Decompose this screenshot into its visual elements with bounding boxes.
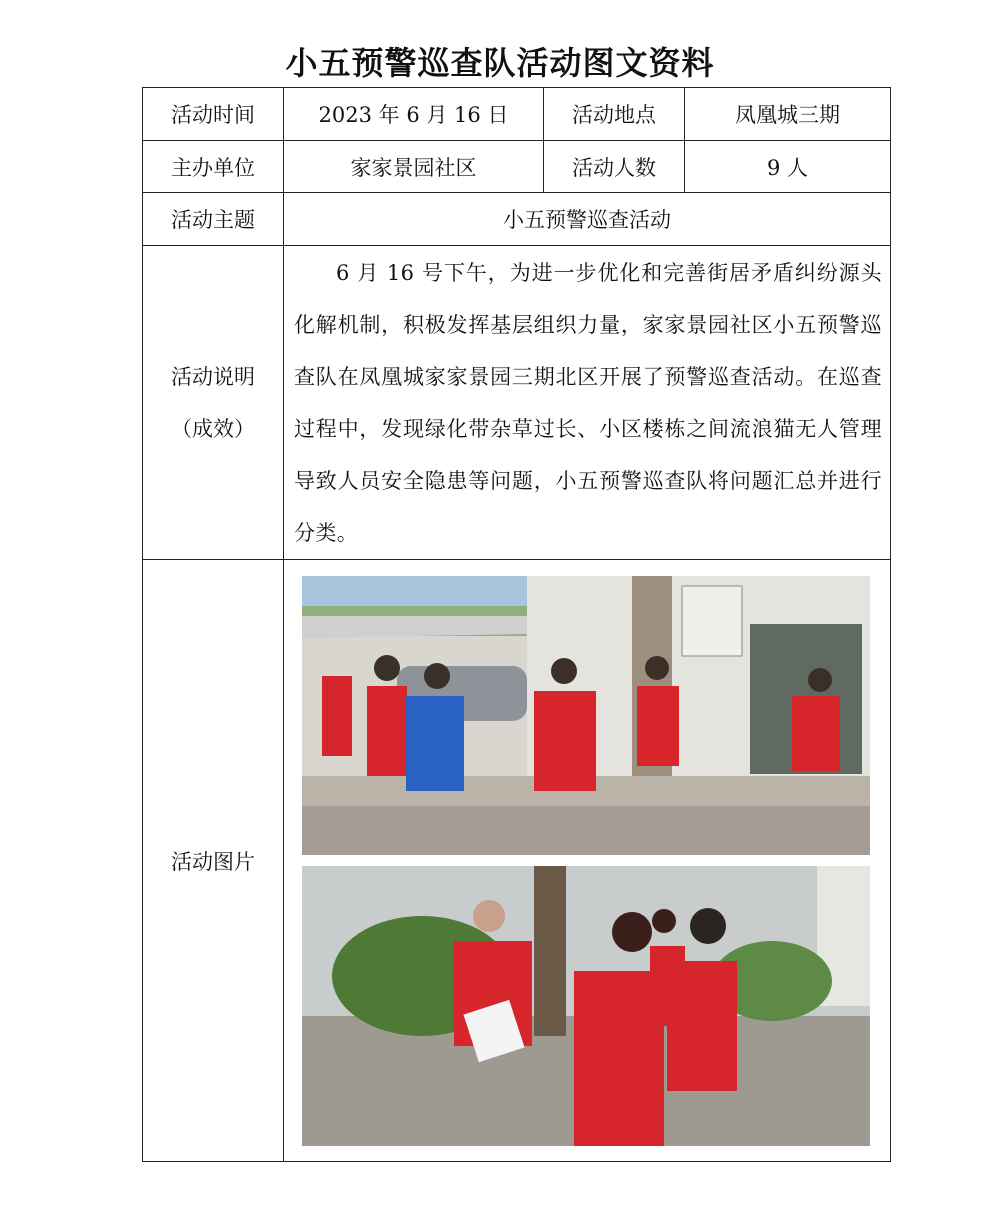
theme-value: 小五预警巡查活动 — [284, 193, 891, 246]
time-value: 2023 年 6 月 16 日 — [284, 88, 544, 141]
count-label: 活动人数 — [544, 141, 685, 193]
count-value: 9 人 — [685, 141, 891, 193]
organizer-value: 家家景园社区 — [284, 141, 544, 193]
photos-cell — [284, 560, 891, 1162]
description-label-line2: （成效） — [171, 416, 255, 441]
description-label — [143, 246, 284, 560]
row-description — [143, 246, 891, 560]
description-text: 6 月 16 号下午，为进一步优化和完善街居矛盾纠纷源头化解机制，积极发挥基层组织力量，家家景园社区小五预警巡查队在凤凰城家家景园三期北区开展了预警巡查活动。在巡查过程中，发现绿化带杂草过长、小区楼栋之间流浪猫无人管理导致人员安全隐患等问题，小五预警巡查队将问题汇总并进行分类。 — [284, 246, 891, 560]
place-label: 活动地点 — [544, 88, 685, 141]
row-time-place — [143, 88, 891, 141]
document-title: 小五预警巡查队活动图文资料 — [285, 44, 715, 82]
row-organizer-count — [143, 141, 891, 193]
row-photos — [143, 560, 891, 1162]
activity-photo-1-image — [302, 576, 870, 855]
place-value: 凤凰城三期 — [685, 88, 891, 141]
organizer-label: 主办单位 — [143, 141, 284, 193]
activity-form-table — [142, 87, 891, 1162]
theme-label: 活动主题 — [143, 193, 284, 246]
activity-photo-1 — [302, 576, 870, 855]
description-label-line1: 活动说明 — [171, 364, 255, 389]
activity-photo-2 — [302, 866, 870, 1146]
time-label: 活动时间 — [143, 88, 284, 141]
photos-label: 活动图片 — [143, 560, 284, 1162]
row-theme — [143, 193, 891, 246]
activity-photo-2-image — [302, 866, 870, 1146]
